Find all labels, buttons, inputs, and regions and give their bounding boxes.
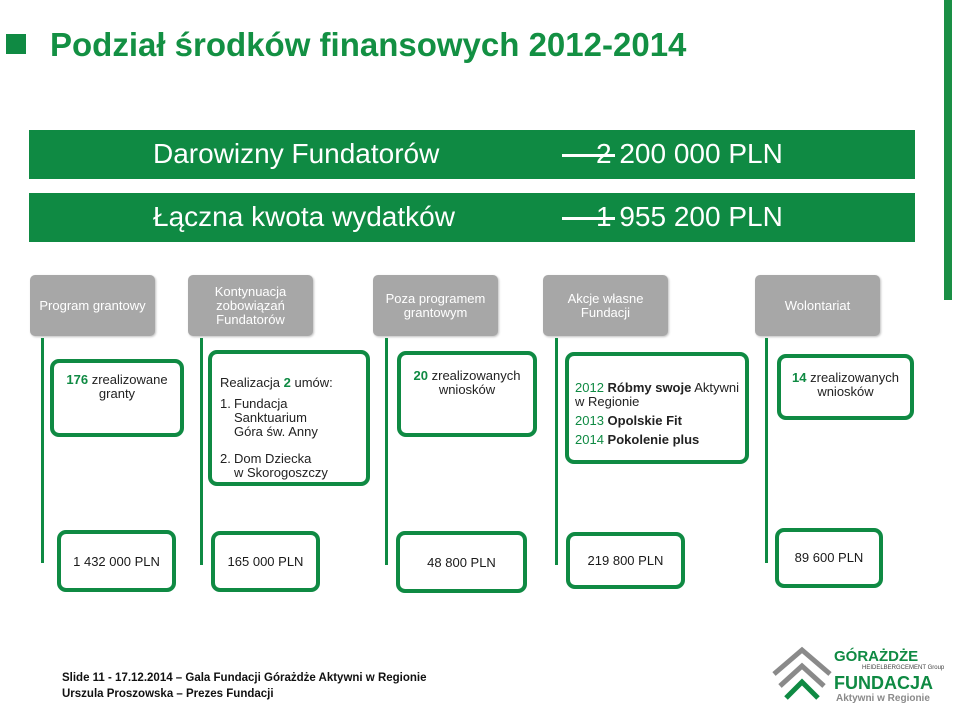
banner-donations [29,130,915,179]
category-akcje-wlasne [543,275,668,336]
footer-line-2: Urszula Proszowska – Prezes Fundacji [62,688,274,700]
contract-item-1: 1. Fundacja Sanktuarium Góra św. Anny [220,396,318,439]
detail-akcje-wlasne: 2012 Róbmy swoje Aktywni w Regionie 2013 Opolskie Fit 2014 Pokolenie plus [565,352,749,464]
action-row-2012: 2012 Róbmy swoje Aktywni [575,380,740,395]
volunteer-count: 14 [792,370,807,385]
banner-label: Darowizny Fundatorów [153,138,440,169]
category-label-line: zobowiązań [216,297,285,313]
contract-item-2: 2. Dom Dziecka w Skorogoszczy [220,451,328,480]
category-label-line: Kontynuacja [214,283,287,299]
connector-line [765,338,768,563]
category-poza-programem [373,275,498,336]
banner-value: 1 955 200 PLN [596,201,783,232]
category-label-line: Fundatorów [216,311,285,327]
house-logo-icon [772,644,832,706]
connector-line [555,338,558,565]
detail-kontynuacja [208,350,370,486]
grants-count: 176 [66,372,89,387]
detail-wolontariat: 14 zrealizowanych wniosków [777,354,914,420]
logo-tagline: Aktywni w Regionie [836,693,930,704]
logo-brand: GÓRAŻDŻE [834,648,919,665]
detail-poza-programem: 20 zrealizowanych wniosków [397,351,537,437]
amount-kontynuacja: 165 000 PLN [211,531,320,592]
category-wolontariat [755,275,880,336]
banner-expenses [29,193,915,242]
category-label: Wolontariat [784,297,851,313]
applications-count: 20 [413,368,428,383]
action-row-2013: 2013 Opolskie Fit [575,413,682,428]
banner-label: Łączna kwota wydatków [153,201,455,232]
category-label: Program grantowy [39,297,146,313]
detail-program-grantowy [50,359,184,437]
contracts-count: 2 [283,375,291,390]
grants-text: zrealizowane granty [91,372,168,401]
amount-akcje-wlasne: 219 800 PLN [566,532,685,589]
category-label-line: Fundacji [580,304,631,320]
category-label-line: grantowym [403,304,468,320]
category-label-line: Akcje własne [567,290,644,306]
contracts-heading: Realizacja 2 umów: [220,375,333,390]
category-kontynuacja [188,275,313,336]
title-square-icon [6,34,26,54]
logo-foundation: FUNDACJA [834,673,933,693]
connector-line [41,338,44,563]
banner-value: 2 200 000 PLN [596,138,783,169]
footer-line-1: Slide 11 - 17.12.2014 – Gala Fundacji Górażdże Aktywni w Regionie [62,672,427,684]
amount-poza-programem: 48 800 PLN [396,531,527,593]
action-row-2014: 2014 Pokolenie plus [575,432,700,447]
foundation-logo [772,642,945,708]
connector-line [200,338,203,565]
category-label-line: Poza programem [385,290,486,306]
category-program-grantowy [30,275,155,336]
amount-wolontariat: 89 600 PLN [775,528,883,588]
logo-group: HEIDELBERGCEMENT Group [862,665,945,671]
amount-program-grantowy: 1 432 000 PLN [57,530,176,592]
page-title: Podział środków finansowych 2012-2014 [50,26,687,63]
right-edge-bar [944,0,952,300]
connector-line [385,338,388,565]
